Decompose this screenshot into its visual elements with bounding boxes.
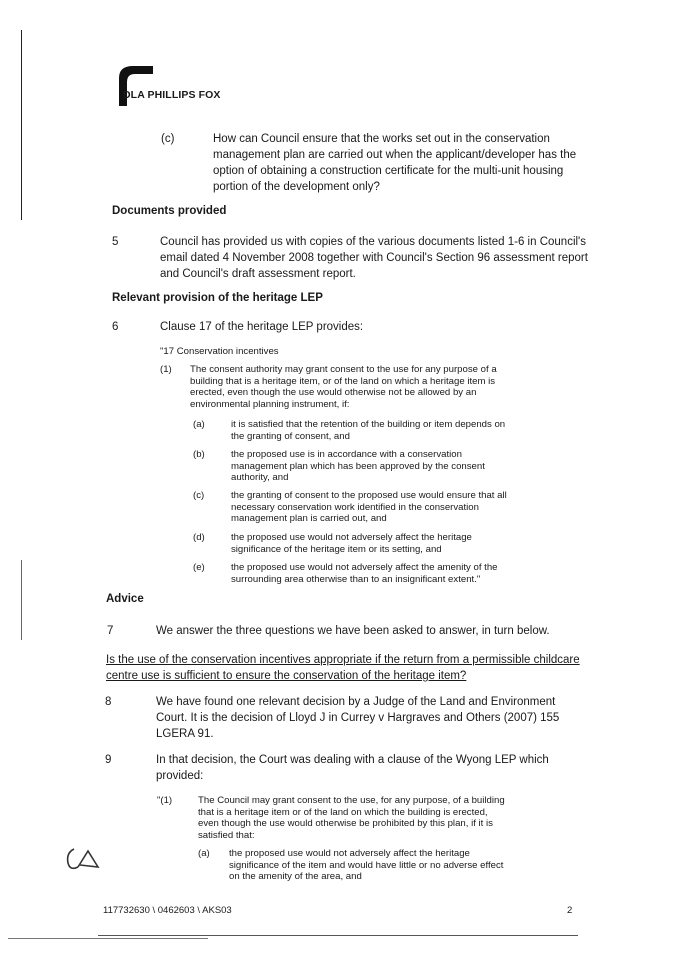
item-line: management plan which has been approved by the consent <box>231 460 485 472</box>
item-line: the proposed use would not adversely affect the amenity of the <box>231 562 498 573</box>
question-c-line: management plan are carried out when the applicant/developer has the <box>213 149 577 161</box>
paragraph-line: Council has provided us with copies of the various documents listed 1-6 in Council's <box>160 236 586 248</box>
paragraph-line: We have found one relevant decision by a Judge of the Land and Environment <box>156 696 556 708</box>
item-label: (c) <box>193 490 205 501</box>
paragraph-line: LGERA 91. <box>156 728 214 740</box>
subclause-label: (1) <box>160 364 172 375</box>
handwritten-initials-icon <box>64 845 106 873</box>
margin-rule <box>21 560 22 640</box>
paragraph-number: 5 <box>112 236 119 248</box>
paragraph-line: email dated 4 November 2008 together with Council's Section 96 assessment report <box>160 252 588 264</box>
paragraph-number: 7 <box>107 625 114 637</box>
paragraph-number: 9 <box>105 754 112 766</box>
item-label: (a) <box>193 419 205 430</box>
paragraph-line: Clause 17 of the heritage LEP provides: <box>160 321 364 333</box>
subclause-line: that is a heritage item or of the land on which the building is erected, <box>198 806 488 818</box>
question-c-label: (c) <box>161 133 175 145</box>
question-heading: Is the use of the conservation incentives appropriate if the return from a permissible childcare <box>106 654 580 666</box>
item-line: management plan is carried out, and <box>231 513 387 524</box>
section-heading: Relevant provision of the heritage LEP <box>112 292 323 304</box>
item-line: it is satisfied that the retention of the building or item depends on <box>231 419 506 430</box>
item-line: authority, and <box>231 472 289 483</box>
item-line: necessary conservation work identified in the conservation <box>231 501 479 513</box>
question-c-line: portion of the development only? <box>213 181 380 193</box>
paragraph-line: and Council's draft assessment report. <box>160 268 356 280</box>
item-line: the granting of consent to the proposed use would ensure that all <box>231 490 507 501</box>
paragraph-number: 8 <box>105 696 112 708</box>
question-heading: centre use is sufficient to ensure the conservation of the heritage item? <box>106 670 467 682</box>
item-line: the proposed use would not adversely affect the heritage <box>229 848 470 859</box>
document-reference: 117732630 \ 0462603 \ AKS03 <box>103 905 232 916</box>
paragraph-line: We answer the three questions we have been asked to answer, in turn below. <box>156 625 550 637</box>
subclause-line: The Council may grant consent to the use, for any purpose, of a building <box>198 795 505 806</box>
item-line: the proposed use is in accordance with a conservation <box>231 449 462 460</box>
clause-title: "17 Conservation incentives <box>160 346 279 357</box>
paragraph-line: provided: <box>156 770 204 782</box>
section-heading: Documents provided <box>112 205 227 217</box>
paragraph-number: 6 <box>112 321 119 333</box>
paragraph-line: Court. It is the decision of Lloyd J in Currey v Hargraves and Others (2007) 155 <box>156 712 560 724</box>
item-label: (e) <box>193 562 205 573</box>
subclause-line: erected, even though the use would otherwise not be allowed by an <box>190 387 477 398</box>
subclause-line: building that is a heritage item, or of the land on which a heritage item is <box>190 375 496 387</box>
margin-rule <box>21 30 22 220</box>
subclause-line: even though the use would otherwise be prohibited by this plan, if it is <box>198 818 493 829</box>
footer-rule <box>98 935 578 936</box>
item-line: the proposed use would not adversely affect the heritage <box>231 532 472 543</box>
scan-edge-line <box>8 938 208 939</box>
question-c-line: How can Council ensure that the works set out in the conservation <box>213 133 550 145</box>
section-heading: Advice <box>106 593 144 605</box>
subclause-label: "(1) <box>157 795 173 806</box>
logo-text: DLA PHILLIPS FOX <box>123 89 221 101</box>
item-label: (a) <box>198 848 210 859</box>
paragraph-line: In that decision, the Court was dealing with a clause of the Wyong LEP which <box>156 754 549 766</box>
item-line: the granting of consent, and <box>231 430 350 442</box>
item-line: significance of the heritage item or its setting, and <box>231 543 442 555</box>
item-label: (d) <box>193 532 205 543</box>
page-number: 2 <box>567 905 573 916</box>
item-line: significance of the item and would have little or no adverse effect <box>229 859 504 871</box>
subclause-line: The consent authority may grant consent to the use for any purpose of a <box>190 364 497 375</box>
subclause-line: environmental planning instrument, if: <box>190 398 350 410</box>
item-line: surrounding area otherwise than to an insignificant extent." <box>231 573 481 585</box>
item-line: on the amenity of the area, and <box>229 871 362 882</box>
question-c-line: option of obtaining a construction certificate for the multi-unit housing <box>213 165 564 177</box>
item-label: (b) <box>193 449 205 460</box>
subclause-line: satisfied that: <box>198 829 255 841</box>
